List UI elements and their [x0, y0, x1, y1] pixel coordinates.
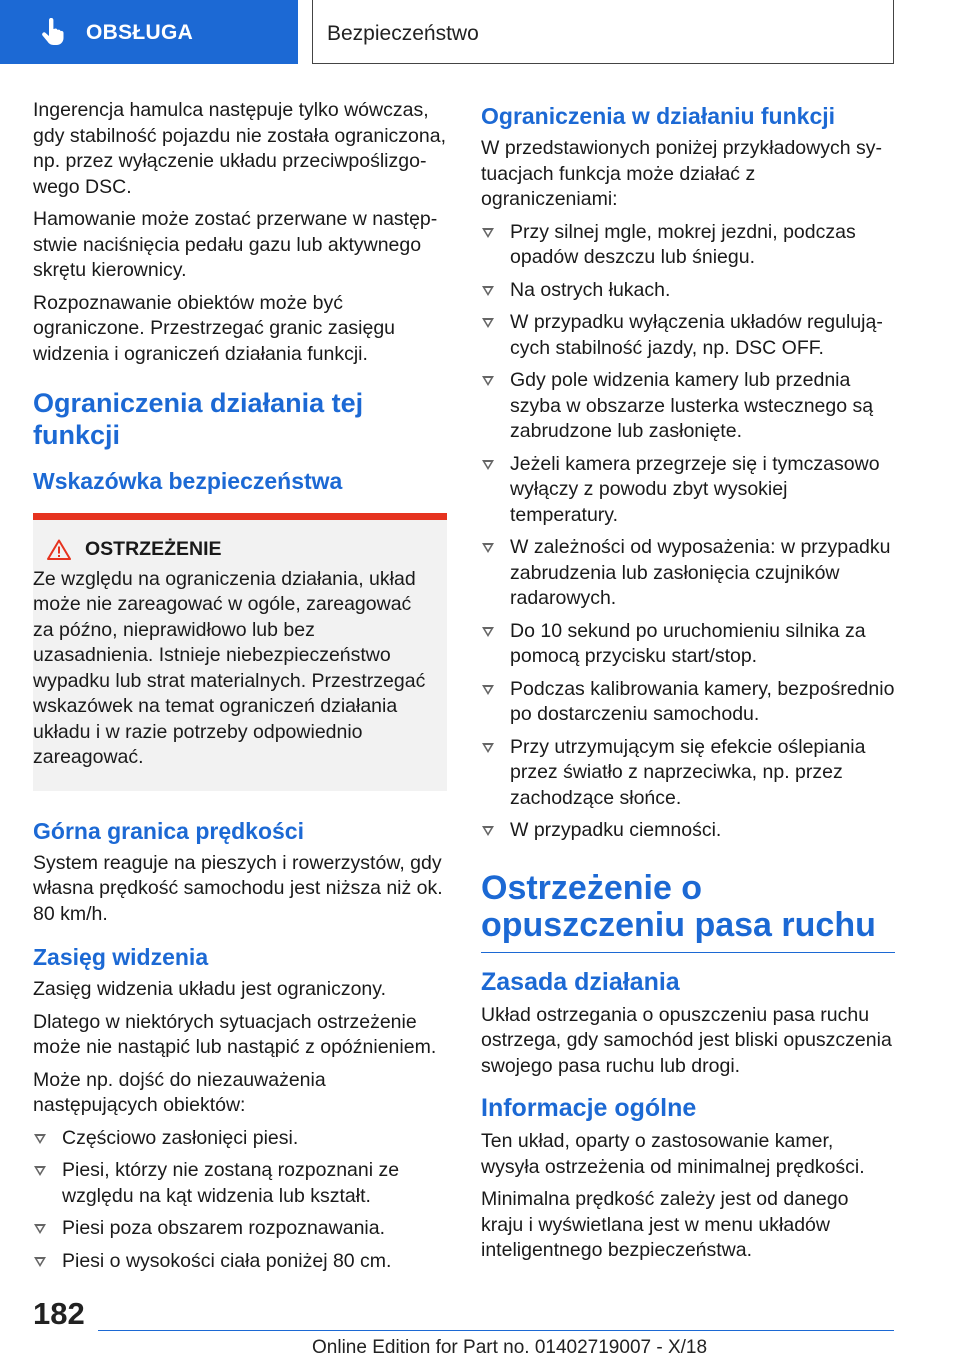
warning-title-row	[33, 537, 429, 563]
tab-obsluga-label: OBSŁUGA	[86, 21, 194, 44]
list-item: W przypadku ciemności.	[481, 818, 895, 844]
list-item: W przypadku wyłączenia układów regulujących stabilność jazdy, np. DSC OFF.	[481, 310, 895, 361]
bullet-triangle-icon	[34, 1224, 46, 1234]
bullet-triangle-icon	[482, 627, 494, 637]
paragraph: Ingerencja hamulca następuje tylko wówczas, gdy stabilność pojazdu nie została ograniczona, np. przez wyłączenie układu przeciwpoślizgowego DSC.	[33, 99, 447, 198]
bullet-triangle-icon	[482, 826, 494, 836]
tab-obsluga[interactable]	[0, 0, 298, 64]
bullet-triangle-icon	[482, 743, 494, 753]
paragraph: Rozpoznawanie obiektów może być ograniczone. Przestrzegać granic zasięgu widzenia i ograniczeń działania funkcji.	[33, 291, 396, 365]
warning-text: Ze względu na ograniczenia działania, układ może nie zareagować w ogóle, zareagować za późno, nieprawidłowo lub bez uzasadnienia. Istnieje niebezpieczeństwo wypadku lub strat materialnych. Przestrzegać wskazówek na temat ograniczeń działania układu i w razie potrzeby odpowiednio zareagować.	[33, 567, 426, 768]
warning-box	[33, 513, 447, 791]
paragraph: W przedstawionych poniżej przykładowych sytuacjach funkcja może działać z ograniczeniami:	[481, 137, 882, 210]
heading-function-limits: Ograniczenia w działaniu funkcji	[481, 103, 836, 129]
list-item: Piesi, którzy nie zostaną rozpoznani ze względu na kąt widzenia lub kształt.	[33, 1158, 447, 1209]
heading-lane-departure: Ostrzeżenie o opuszczeniu pasa ruchu	[481, 868, 876, 944]
warning-triangle-icon	[47, 539, 71, 560]
heading-rule	[481, 952, 895, 953]
tab-section-label: Bezpieczeństwo	[327, 22, 479, 45]
warning-title: OSTRZEŻENIE	[85, 538, 222, 560]
heading-principle: Zasada działania	[481, 967, 680, 996]
list-item: Gdy pole widzenia kamery lub przednia szyba w obszarze lusterka wstecznego są zabrudzone lub zasłonięte.	[481, 368, 895, 445]
list-item: Przy utrzymującym się efekcie oślepiania przez światło z naprzeciwka, np. przez zachodzące słońce.	[481, 735, 895, 812]
bullet-triangle-icon	[482, 318, 494, 328]
bullet-triangle-icon	[482, 543, 494, 553]
paragraph: System reaguje na pieszych i rowerzystów, gdy własna prędkość samochodu jest niższa niż ok. 80 km/h.	[33, 851, 443, 925]
footer-rule	[98, 1330, 894, 1331]
range-list	[33, 1126, 447, 1275]
footer-edition: Online Edition for Part no. 01402719007 - X/18	[312, 1337, 708, 1358]
heading-safety: Wskazówka bezpieczeństwa	[33, 468, 343, 494]
list-item: Piesi o wysokości ciała poniżej 80 cm.	[33, 1249, 447, 1275]
list-item: Częściowo zasłonięci piesi.	[33, 1126, 447, 1152]
list-item: Podczas kalibrowania kamery, bezpośrednio po dostarczeniu samochodu.	[481, 677, 895, 728]
bullet-triangle-icon	[482, 460, 494, 470]
left-column	[33, 98, 447, 1281]
bullet-triangle-icon	[482, 685, 494, 695]
heading-speed: Górna granica prędkości	[33, 817, 304, 844]
limits-list	[481, 220, 895, 844]
bullet-triangle-icon	[34, 1257, 46, 1267]
bullet-triangle-icon	[482, 228, 494, 238]
bullet-triangle-icon	[34, 1166, 46, 1176]
paragraph: Minimalna prędkość zależy jest od danego kraju i wyświetlana jest w menu układów inteligentnego bezpieczeństwa.	[481, 1188, 849, 1261]
paragraph: Układ ostrzegania o opuszczeniu pasa ruchu ostrzega, gdy samochód jest bliski opuszczenia swojego pasa ruchu lub drogi.	[481, 1003, 892, 1077]
heading-limits: Ograniczenia działania tej funkcji	[33, 388, 364, 450]
page-number: 182	[33, 1296, 85, 1331]
list-item: Piesi poza obszarem rozpoznawania.	[33, 1216, 447, 1242]
list-item: Przy silnej mgle, mokrej jezdni, podczas opadów deszczu lub śniegu.	[481, 220, 895, 271]
tab-section[interactable]	[312, 0, 894, 64]
bullet-triangle-icon	[34, 1134, 46, 1144]
heading-general: Informacje ogólne	[481, 1094, 697, 1122]
paragraph: Może np. dojść do niezauważenia następujących obiektów:	[33, 1068, 326, 1116]
list-item: W zależności od wyposażenia: w przypadku zabrudzenia lub zasłonięcia czujników radarowych.	[481, 535, 895, 612]
paragraph: Zasięg widzenia układu jest ograniczony.	[33, 978, 386, 1000]
list-item: Na ostrych łukach.	[481, 278, 895, 304]
paragraph: Ten układ, oparty o zastosowanie kamer, wysyła ostrzeżenia od minimalnej prędkości.	[481, 1130, 865, 1178]
heading-range: Zasięg widzenia	[33, 944, 209, 970]
pointing-hand-icon	[40, 18, 66, 51]
paragraph: Dlatego w niektórych sytuacjach ostrzeżenie może nie nastąpić lub nastąpić z opóźnieniem.	[33, 1010, 437, 1058]
right-column	[481, 98, 895, 1271]
paragraph: Hamowanie może zostać przerwane w następstwie naciśnięcia pedału gazu lub aktywnego skrętu kierownicy.	[33, 208, 438, 281]
list-item: Do 10 sekund po uruchomieniu silnika za pomocą przycisku start/stop.	[481, 619, 895, 670]
bullet-triangle-icon	[482, 376, 494, 386]
list-item: Jeżeli kamera przegrzeje się i tymczasowo wyłączy z powodu zbyt wysokiej temperatury.	[481, 452, 895, 529]
bullet-triangle-icon	[482, 286, 494, 296]
